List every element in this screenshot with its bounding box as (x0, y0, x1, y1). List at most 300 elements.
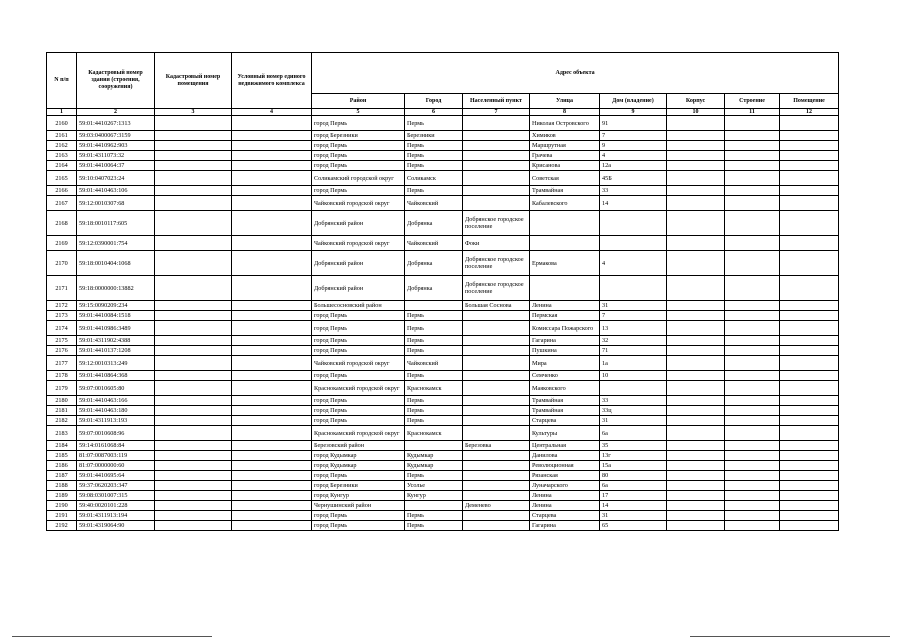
cell-settlement (463, 141, 530, 151)
cell-conditional-number (232, 196, 312, 211)
column-number: 12 (780, 109, 839, 116)
cell-street: Крисанова (530, 161, 600, 171)
cell-city: Кунгур (405, 491, 463, 501)
cell-room-number (780, 356, 839, 371)
cell-conditional-number (232, 141, 312, 151)
cell-cadastral-room (155, 396, 232, 406)
cell-cadastral-room (155, 116, 232, 131)
cell-stroenie (725, 131, 780, 141)
cell-settlement: Добрянское городское поселение (463, 211, 530, 236)
cell-settlement (463, 336, 530, 346)
cell-street: Семченко (530, 371, 600, 381)
cell-house: 13 (600, 321, 667, 336)
cell-room-number (780, 196, 839, 211)
table-row (47, 451, 839, 461)
cell-room-number (780, 371, 839, 381)
cell-cadastral-number: 81:07:0000000:60 (77, 461, 155, 471)
cell-settlement (463, 521, 530, 531)
cell-city: Пермь (405, 186, 463, 196)
cell-cadastral-room (155, 501, 232, 511)
registry-table (46, 52, 839, 531)
sub-header-city: Город (405, 94, 463, 109)
cell-room-number (780, 131, 839, 141)
cell-district: город Пермь (312, 321, 405, 336)
cell-conditional-number (232, 186, 312, 196)
cell-cadastral-room (155, 171, 232, 186)
cell-city: Пермь (405, 346, 463, 356)
cell-cadastral-number: 59:01:4410084:1518 (77, 311, 155, 321)
cell-city: Чайковский (405, 236, 463, 251)
cell-room-number (780, 186, 839, 196)
cell-city (405, 501, 463, 511)
cell-city: Кудымкар (405, 451, 463, 461)
cell-house: 10 (600, 371, 667, 381)
cell-room-number (780, 116, 839, 131)
cell-house (600, 211, 667, 236)
cell-cadastral-number: 59:40:0020101:228 (77, 501, 155, 511)
table-row (47, 161, 839, 171)
cell-stroenie (725, 321, 780, 336)
cell-cadastral-room (155, 406, 232, 416)
cell-conditional-number (232, 451, 312, 461)
cell-room-number (780, 346, 839, 356)
cell-settlement (463, 416, 530, 426)
cell-city: Пермь (405, 116, 463, 131)
cell-room-number (780, 461, 839, 471)
cell-street: Луначарского (530, 481, 600, 491)
cell-korpus (667, 471, 725, 481)
cell-house: 80 (600, 471, 667, 481)
cell-cadastral-room (155, 471, 232, 481)
cell-cadastral-room (155, 131, 232, 141)
cell-settlement (463, 451, 530, 461)
cell-settlement (463, 311, 530, 321)
cell-city: Пермь (405, 336, 463, 346)
cell-district: Добрянский район (312, 211, 405, 236)
cell-conditional-number (232, 416, 312, 426)
cell-korpus (667, 336, 725, 346)
cell-street: Гагарина (530, 336, 600, 346)
cell-korpus (667, 451, 725, 461)
cell-city: Соликамск (405, 171, 463, 186)
cell-row-number: 2164 (47, 161, 77, 171)
cell-district: город Кудымкар (312, 451, 405, 461)
cell-street: Грачева (530, 151, 600, 161)
cell-settlement (463, 346, 530, 356)
cell-stroenie (725, 301, 780, 311)
cell-cadastral-number: 59:01:4410986:3489 (77, 321, 155, 336)
header-row (47, 53, 839, 94)
sub-header-building: Корпус (667, 94, 725, 109)
cell-stroenie (725, 171, 780, 186)
cell-conditional-number (232, 161, 312, 171)
cell-district: город Кудымкар (312, 461, 405, 471)
cell-cadastral-number: 59:01:4410463:166 (77, 396, 155, 406)
cell-street: Маршрутная (530, 141, 600, 151)
cell-row-number: 2189 (47, 491, 77, 501)
cell-cadastral-number: 59:12:0390001:754 (77, 236, 155, 251)
cell-korpus (667, 356, 725, 371)
table-row (47, 406, 839, 416)
cell-conditional-number (232, 211, 312, 236)
column-number: 6 (405, 109, 463, 116)
cell-korpus (667, 116, 725, 131)
cell-row-number: 2170 (47, 251, 77, 276)
table-row (47, 416, 839, 426)
table-row (47, 141, 839, 151)
table-row (47, 196, 839, 211)
cell-row-number: 2171 (47, 276, 77, 301)
cell-room-number (780, 251, 839, 276)
cell-district: Чайковский городской округ (312, 356, 405, 371)
cell-city: Пермь (405, 321, 463, 336)
cell-house: 6а (600, 426, 667, 441)
cell-room-number (780, 521, 839, 531)
cell-conditional-number (232, 251, 312, 276)
cell-stroenie (725, 381, 780, 396)
cell-cadastral-room (155, 186, 232, 196)
cell-district: Чайковский городской округ (312, 196, 405, 211)
table-row (47, 186, 839, 196)
cell-city: Добрянка (405, 251, 463, 276)
cell-conditional-number (232, 236, 312, 251)
cell-settlement (463, 381, 530, 396)
cell-street: Кабалевского (530, 196, 600, 211)
table-row (47, 471, 839, 481)
cell-district: город Пермь (312, 416, 405, 426)
cell-stroenie (725, 251, 780, 276)
cell-district: город Пермь (312, 116, 405, 131)
cell-cadastral-number: 59:01:4410864:368 (77, 371, 155, 381)
cell-korpus (667, 396, 725, 406)
cell-street: Ленина (530, 491, 600, 501)
cell-stroenie (725, 336, 780, 346)
cell-street: Революционная (530, 461, 600, 471)
cell-conditional-number (232, 491, 312, 501)
cell-cadastral-number: 59:07:0010605:80 (77, 381, 155, 396)
cell-korpus (667, 491, 725, 501)
table-row (47, 276, 839, 301)
cell-street: Химиков (530, 131, 600, 141)
cell-city: Березники (405, 131, 463, 141)
cell-district: город Березники (312, 481, 405, 491)
sub-header-district: Район (312, 94, 405, 109)
cell-house: 31 (600, 416, 667, 426)
bottom-page-edge-right (690, 636, 890, 637)
cell-row-number: 2160 (47, 116, 77, 131)
cell-row-number: 2177 (47, 356, 77, 371)
cell-city: Пермь (405, 371, 463, 381)
cell-cadastral-room (155, 161, 232, 171)
cell-stroenie (725, 346, 780, 356)
cell-house: 17 (600, 491, 667, 501)
cell-house (600, 381, 667, 396)
cell-street (530, 276, 600, 301)
cell-district: город Пермь (312, 511, 405, 521)
cell-row-number: 2192 (47, 521, 77, 531)
cell-cadastral-room (155, 301, 232, 311)
cell-korpus (667, 171, 725, 186)
cell-stroenie (725, 521, 780, 531)
cell-district: город Пермь (312, 406, 405, 416)
cell-house: 15а (600, 461, 667, 471)
cell-cadastral-room (155, 321, 232, 336)
cell-cadastral-number: 59:18:0010117:605 (77, 211, 155, 236)
cell-row-number: 2182 (47, 416, 77, 426)
cell-district: Чайковский городской округ (312, 236, 405, 251)
cell-city: Пермь (405, 406, 463, 416)
cell-korpus (667, 301, 725, 311)
cell-korpus (667, 276, 725, 301)
cell-korpus (667, 196, 725, 211)
cell-district: город Пермь (312, 346, 405, 356)
cell-settlement (463, 371, 530, 381)
cell-city: Пермь (405, 521, 463, 531)
cell-house: 4 (600, 151, 667, 161)
cell-stroenie (725, 356, 780, 371)
table-row (47, 236, 839, 251)
cell-cadastral-room (155, 521, 232, 531)
cell-street: Трамвайная (530, 186, 600, 196)
cell-settlement (463, 151, 530, 161)
cell-cadastral-number: 59:01:4311073:32 (77, 151, 155, 161)
cell-cadastral-number: 59:01:4410463:180 (77, 406, 155, 416)
cell-street: Советская (530, 171, 600, 186)
cell-house: 31 (600, 511, 667, 521)
cell-street: Комиссара Пожарского (530, 321, 600, 336)
cell-street: Старцева (530, 511, 600, 521)
cell-house: 33ц (600, 406, 667, 416)
column-number: 4 (232, 109, 312, 116)
cell-house: 7 (600, 311, 667, 321)
cell-cadastral-number: 59:08:0301007:315 (77, 491, 155, 501)
cell-district: Добрянский район (312, 251, 405, 276)
cell-row-number: 2161 (47, 131, 77, 141)
cell-row-number: 2167 (47, 196, 77, 211)
cell-settlement (463, 321, 530, 336)
cell-stroenie (725, 276, 780, 301)
cell-cadastral-room (155, 276, 232, 301)
column-number: 11 (725, 109, 780, 116)
cell-district: город Пермь (312, 396, 405, 406)
cell-cadastral-room (155, 211, 232, 236)
col-conditional-number-header: Условный номер единого недвижимого комплекса (232, 53, 312, 109)
cell-house: 33 (600, 396, 667, 406)
cell-street: Ленина (530, 301, 600, 311)
cell-cadastral-room (155, 381, 232, 396)
table-row (47, 251, 839, 276)
column-numbers-row (47, 109, 839, 116)
table-row (47, 346, 839, 356)
cell-conditional-number (232, 521, 312, 531)
cell-street: Пермская (530, 311, 600, 321)
cell-cadastral-number: 59:12:0010313:249 (77, 356, 155, 371)
cell-stroenie (725, 371, 780, 381)
cell-room-number (780, 416, 839, 426)
table-body (47, 116, 839, 531)
cell-cadastral-number: 59:14:0161068:84 (77, 441, 155, 451)
cell-cadastral-room (155, 481, 232, 491)
cell-cadastral-room (155, 451, 232, 461)
cell-city: Чайковский (405, 196, 463, 211)
cell-city (405, 441, 463, 451)
cell-house: 12а (600, 161, 667, 171)
cell-room-number (780, 301, 839, 311)
table-row (47, 491, 839, 501)
cell-cadastral-number: 59:01:4311913:193 (77, 416, 155, 426)
cell-row-number: 2181 (47, 406, 77, 416)
cell-cadastral-number: 81:07:0087003:119 (77, 451, 155, 461)
cell-conditional-number (232, 116, 312, 131)
cell-row-number: 2179 (47, 381, 77, 396)
cell-cadastral-room (155, 196, 232, 211)
cell-cadastral-number: 59:01:4410463:106 (77, 186, 155, 196)
cell-conditional-number (232, 501, 312, 511)
cell-korpus (667, 441, 725, 451)
cell-korpus (667, 481, 725, 491)
col-cadastral-room-header: Кадастровый номер помещения (155, 53, 232, 109)
cell-street (530, 211, 600, 236)
col-address-header: Адрес объекта (312, 53, 839, 94)
cell-conditional-number (232, 321, 312, 336)
cell-cadastral-room (155, 461, 232, 471)
cell-row-number: 2175 (47, 336, 77, 346)
cell-city: Пермь (405, 511, 463, 521)
cell-district: Соликамский городской округ (312, 171, 405, 186)
column-number: 8 (530, 109, 600, 116)
table-row (47, 211, 839, 236)
cell-stroenie (725, 426, 780, 441)
cell-row-number: 2187 (47, 471, 77, 481)
cell-district: город Пермь (312, 371, 405, 381)
cell-row-number: 2166 (47, 186, 77, 196)
cell-stroenie (725, 501, 780, 511)
table-row (47, 131, 839, 141)
table-row (47, 501, 839, 511)
cell-city: Пермь (405, 161, 463, 171)
cell-room-number (780, 441, 839, 451)
cell-district: город Пермь (312, 521, 405, 531)
cell-district: город Пермь (312, 141, 405, 151)
cell-district: город Пермь (312, 336, 405, 346)
cell-house: 13г (600, 451, 667, 461)
table-row (47, 481, 839, 491)
cell-cadastral-number: 59:10:0407023:24 (77, 171, 155, 186)
cell-street: Ермакова (530, 251, 600, 276)
cell-district: город Березники (312, 131, 405, 141)
column-number: 2 (77, 109, 155, 116)
table-row (47, 321, 839, 336)
cell-cadastral-number: 59:01:4410962:903 (77, 141, 155, 151)
cell-stroenie (725, 441, 780, 451)
cell-house: 33 (600, 186, 667, 196)
cell-house: 4 (600, 251, 667, 276)
cell-house: 14 (600, 501, 667, 511)
cell-conditional-number (232, 131, 312, 141)
cell-stroenie (725, 141, 780, 151)
cell-cadastral-number: 59:01:4311913:194 (77, 511, 155, 521)
sub-header-structure: Строение (725, 94, 780, 109)
cell-cadastral-room (155, 356, 232, 371)
cell-cadastral-number: 59:12:0010307:68 (77, 196, 155, 211)
cell-conditional-number (232, 276, 312, 301)
cell-settlement (463, 356, 530, 371)
cell-house: 35 (600, 441, 667, 451)
cell-city: Пермь (405, 151, 463, 161)
table-row (47, 116, 839, 131)
cell-street: Маяковского (530, 381, 600, 396)
cell-settlement (463, 471, 530, 481)
cell-korpus (667, 211, 725, 236)
cell-korpus (667, 371, 725, 381)
cell-cadastral-room (155, 511, 232, 521)
cell-conditional-number (232, 461, 312, 471)
cell-settlement (463, 161, 530, 171)
cell-settlement (463, 426, 530, 441)
col-number-header: N п/п (47, 53, 77, 109)
cell-korpus (667, 251, 725, 276)
cell-city: Пермь (405, 311, 463, 321)
cell-house: 7 (600, 131, 667, 141)
cell-street: Николая Островского (530, 116, 600, 131)
cell-street: Данилова (530, 451, 600, 461)
cell-room-number (780, 236, 839, 251)
cell-house: 32 (600, 336, 667, 346)
cell-korpus (667, 346, 725, 356)
cell-cadastral-number: 59:01:4319064:90 (77, 521, 155, 531)
cell-settlement: Деменево (463, 501, 530, 511)
sub-header-street: Улица (530, 94, 600, 109)
column-number: 5 (312, 109, 405, 116)
cell-house: 91 (600, 116, 667, 131)
cell-room-number (780, 171, 839, 186)
cell-stroenie (725, 311, 780, 321)
cell-city: Краснокамск (405, 381, 463, 396)
cell-korpus (667, 321, 725, 336)
cell-city: Пермь (405, 471, 463, 481)
cell-room-number (780, 311, 839, 321)
cell-conditional-number (232, 346, 312, 356)
cell-room-number (780, 471, 839, 481)
column-number: 10 (667, 109, 725, 116)
cell-cadastral-room (155, 441, 232, 451)
cell-city: Чайковский (405, 356, 463, 371)
cell-row-number: 2184 (47, 441, 77, 451)
sub-header-room: Помещение (780, 94, 839, 109)
cell-stroenie (725, 491, 780, 501)
cell-settlement (463, 491, 530, 501)
column-number: 7 (463, 109, 530, 116)
cell-row-number: 2180 (47, 396, 77, 406)
cell-room-number (780, 501, 839, 511)
cell-settlement (463, 481, 530, 491)
cell-conditional-number (232, 406, 312, 416)
cell-house: 65 (600, 521, 667, 531)
cell-district: Краснокамский городской округ (312, 426, 405, 441)
cell-conditional-number (232, 381, 312, 396)
cell-conditional-number (232, 441, 312, 451)
cell-city: Пермь (405, 396, 463, 406)
cell-row-number: 2190 (47, 501, 77, 511)
table-row (47, 336, 839, 346)
cell-district: Добрянский район (312, 276, 405, 301)
cell-cadastral-number: 59:01:4410064:37 (77, 161, 155, 171)
table-row (47, 426, 839, 441)
cell-street (530, 236, 600, 251)
cell-street: Рязанская (530, 471, 600, 481)
cell-row-number: 2183 (47, 426, 77, 441)
cell-korpus (667, 381, 725, 396)
